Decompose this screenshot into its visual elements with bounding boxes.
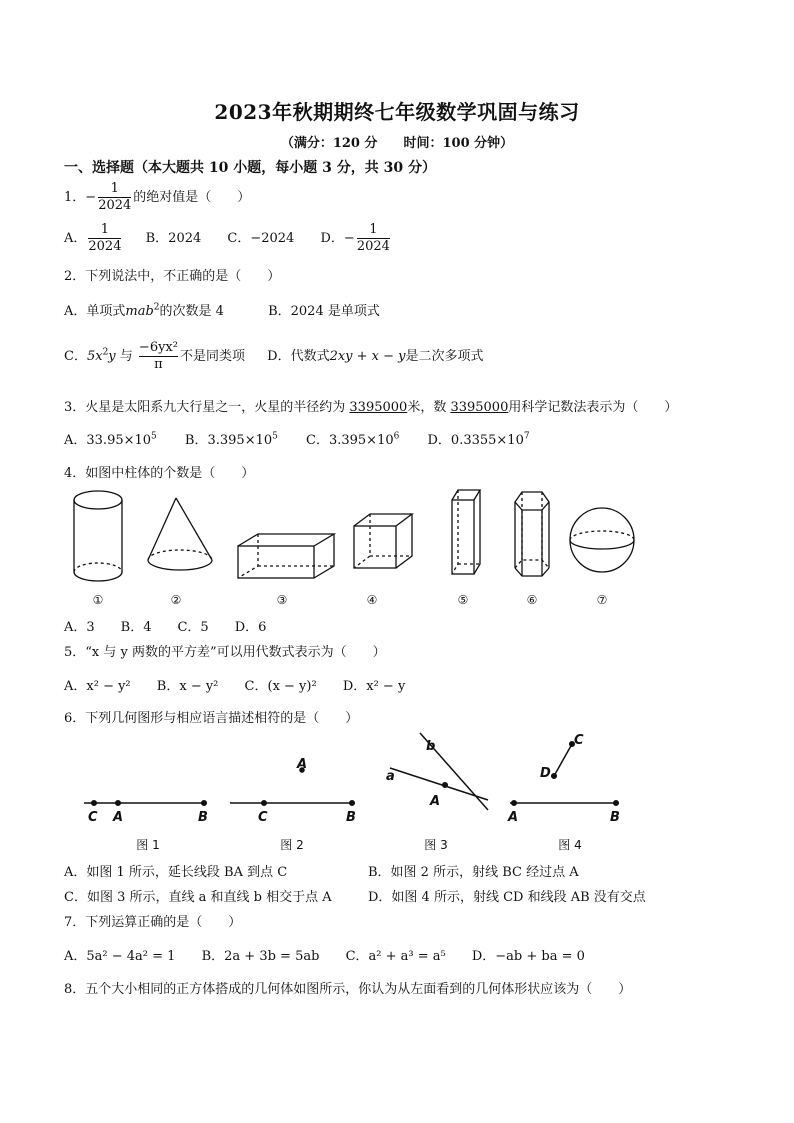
point-label: C	[574, 733, 584, 748]
question-5-options	[64, 675, 405, 694]
section-heading: 一、选择题（本大题共 10 小题，每小题 3 分，共 30 分）	[64, 160, 436, 176]
point-label: B	[610, 810, 620, 825]
point-label: D	[540, 766, 551, 781]
option-c: C．a² + a³ = a⁵	[345, 949, 446, 964]
option-d: D．$0.3355\times 10^7$	[427, 431, 530, 448]
cuboid-shape	[238, 534, 334, 578]
point-label: A	[297, 757, 308, 772]
option-c: C．$5x^2y$ 与 $\frac{\text{−6yx²}}{\pi}$ 不是同类项	[64, 340, 245, 372]
solid-label: ⑦	[596, 593, 608, 607]
figure-caption: 图 2	[280, 838, 304, 852]
point-label: B	[198, 810, 208, 825]
figure-caption: 图 1	[136, 838, 160, 852]
option-a: A．5a² − 4a² = 1	[64, 949, 176, 964]
option-b: B．$3.395\times 10^5$	[184, 431, 278, 448]
question-6-option-d: D．如图 4 所示，射线 CD 和线段 AB 没有交点	[368, 890, 646, 905]
question-6-option-c: C．如图 3 所示，直线 a 和直线 b 相交于点 A	[64, 890, 332, 905]
line-label: b	[426, 739, 436, 754]
question-1-stem: 1．− $\frac{1}{2024}$ 的绝对值是（ ）	[64, 181, 251, 213]
question-3-options	[64, 429, 530, 448]
question-2-options-cd	[64, 340, 484, 373]
option-a: A． $\frac{1}{2024}$	[64, 222, 122, 254]
question-2-options-ab	[64, 300, 380, 319]
option-b: B．2a + 3b = 5ab	[201, 949, 320, 964]
question-6-option-b: B．如图 2 所示，射线 BC 经过点 A	[368, 865, 579, 880]
line-label: a	[386, 769, 395, 784]
option-c: C．$3.395\times 10^6$	[306, 431, 400, 448]
solid-label: ③	[276, 593, 288, 607]
hexagonal-prism-shape	[515, 492, 549, 576]
question-5-stem: 5．“x 与 y 两数的平方差”可以用代数式表示为（ ）	[64, 645, 386, 660]
question-4-stem: 4．如图中柱体的个数是（ ）	[64, 466, 255, 481]
question-3-stem: 3．火星是太阳系九大行星之一，火星的半径约为 3395000米，数 3395000用科学记数法表示为（ ）	[64, 400, 678, 415]
option-d: D．−ab + ba = 0	[471, 949, 585, 964]
question-1-options	[64, 222, 392, 255]
cone-shape	[148, 498, 212, 570]
point-label: A	[430, 794, 441, 809]
question-4-options: A．3 B．4 C．5 D．6	[64, 620, 267, 635]
solids-figure	[60, 484, 660, 610]
solid-label: ②	[170, 593, 182, 607]
question-7-options	[64, 945, 585, 964]
fraction: $\frac{1}{2024}$	[98, 181, 132, 213]
page-title: 2023年秋期期终七年级数学巩固与练习	[214, 100, 580, 124]
figure-caption: 图 3	[424, 838, 448, 852]
page-subtitle: （满分：120 分 时间：100 分钟）	[280, 136, 514, 151]
square-prism-shape	[452, 490, 480, 574]
question-8-stem: 8．五个大小相同的正方体搭成的几何体如图所示，你认为从左面看到的几何体形状应该为（ ）	[64, 982, 632, 997]
option-d: D．x² − y	[342, 679, 406, 694]
cylinder-shape	[74, 491, 122, 581]
question-2-stem: 2．下列说法中，不正确的是（ ）	[64, 269, 281, 284]
solid-label: ①	[92, 593, 104, 607]
point-label: A	[113, 810, 124, 825]
option-c: C．−2024	[227, 231, 295, 246]
point-label: C	[88, 810, 98, 825]
solid-label: ⑥	[526, 593, 538, 607]
point-label: B	[346, 810, 356, 825]
sphere-shape	[570, 508, 634, 572]
option-d: D．− $\frac{1}{2024}$	[320, 222, 390, 254]
question-6-stem: 6．下列几何图形与相应语言描述相符的是（ ）	[64, 711, 359, 726]
geometry-figures	[70, 728, 650, 858]
point-label: C	[258, 810, 268, 825]
option-c: C．(x − y)²	[244, 679, 317, 694]
option-d: D．代数式2xy + x − y是二次多项式	[267, 349, 484, 364]
cube-shape	[354, 514, 412, 568]
option-b: B．2024	[145, 231, 202, 246]
question-7-stem: 7．下列运算正确的是（ ）	[64, 915, 242, 930]
point-label: A	[508, 810, 519, 825]
option-a: A．$33.95\times 10^5$	[64, 431, 157, 448]
option-b: B．x − y²	[156, 679, 219, 694]
option-a: A．x² − y²	[64, 679, 131, 694]
solid-label: ⑤	[457, 593, 469, 607]
option-a: A．单项式mab$^2$的次数是 4	[64, 302, 224, 319]
option-b: B．2024 是单项式	[268, 304, 380, 319]
question-6-option-a: A．如图 1 所示，延长线段 BA 到点 C	[64, 865, 288, 880]
solid-label: ④	[366, 593, 378, 607]
figure-caption: 图 4	[558, 838, 582, 852]
